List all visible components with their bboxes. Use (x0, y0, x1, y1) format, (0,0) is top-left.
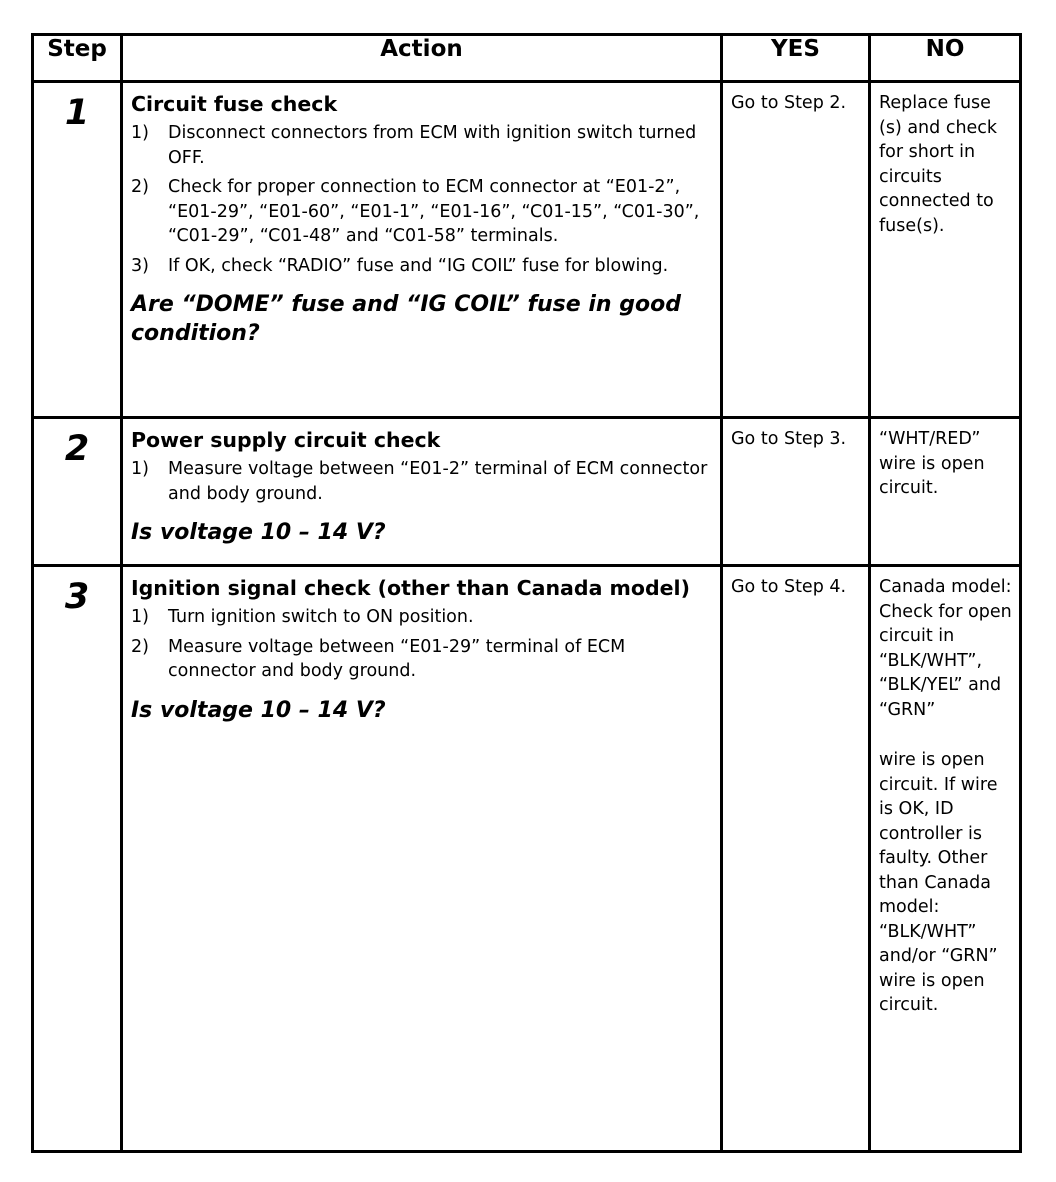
table-row (33, 566, 1021, 1152)
header-action: Action (122, 35, 722, 82)
table-row (33, 82, 1021, 418)
step-question: Are “DOME” fuse and “IG COIL” fuse in good condition? (131, 292, 681, 346)
substep-list (131, 457, 710, 506)
no-cell (870, 566, 1021, 1152)
no-text-part-1: Canada model: Check for open circuit in “BLK/WHT”, “BLK/YEL” and “GRN” (879, 577, 1012, 720)
header-step: Step (33, 35, 122, 82)
list-item: 1) Turn ignition switch to ON position. (131, 607, 474, 627)
step-number: 1 (64, 93, 90, 133)
diagnostic-procedure-table (31, 33, 1022, 1153)
step-question: Is voltage 10 – 14 V? (131, 697, 386, 723)
action-cell (122, 418, 722, 566)
list-item: 2) Check for proper connection to ECM connector at “E01-2”, “E01-29”, “E01-60”, “E01-1”, “E01-16”, “C01-15”, “C01-30”, “C01-29”, “C01-48” and “C01-58” terminals. (131, 177, 700, 246)
no-cell: “WHT/RED” wire is open circuit. (870, 418, 1021, 566)
step-title: Ignition signal check (other than Canada model) (131, 576, 690, 600)
header-yes: YES (722, 35, 870, 82)
step-title: Circuit fuse check (131, 92, 338, 116)
no-cell: Replace fuse (s) and check for short in circuits connected to fuse(s). (870, 82, 1021, 418)
list-item: 3) If OK, check “RADIO” fuse and “IG COIL” fuse for blowing. (131, 255, 669, 276)
list-item: 1) Measure voltage between “E01-2” terminal of ECM connector and body ground. (131, 459, 708, 504)
substep-list (131, 121, 710, 278)
step-number: 3 (64, 577, 90, 617)
table-row (33, 418, 1021, 566)
no-text-part-2: wire is open circuit. If wire is OK, ID controller is faulty. Other than Canada model: “BLK/WHT” and/or “GRN” wire is open circuit. (879, 750, 998, 1015)
substep-list (131, 605, 710, 684)
step-number: 2 (64, 429, 90, 469)
step-title: Power supply circuit check (131, 428, 441, 452)
action-cell (122, 82, 722, 418)
step-question: Is voltage 10 – 14 V? (131, 520, 386, 545)
list-item: 1) Disconnect connectors from ECM with ignition switch turned OFF. (131, 123, 697, 168)
list-item: 2) Measure voltage between “E01-29” terminal of ECM connector and body ground. (131, 636, 626, 681)
yes-cell: Go to Step 4. (722, 566, 870, 1152)
table-header-row (33, 35, 1021, 82)
action-cell (122, 566, 722, 1152)
yes-cell: Go to Step 2. (722, 82, 870, 418)
header-no: NO (870, 35, 1021, 82)
yes-cell: Go to Step 3. (722, 418, 870, 566)
